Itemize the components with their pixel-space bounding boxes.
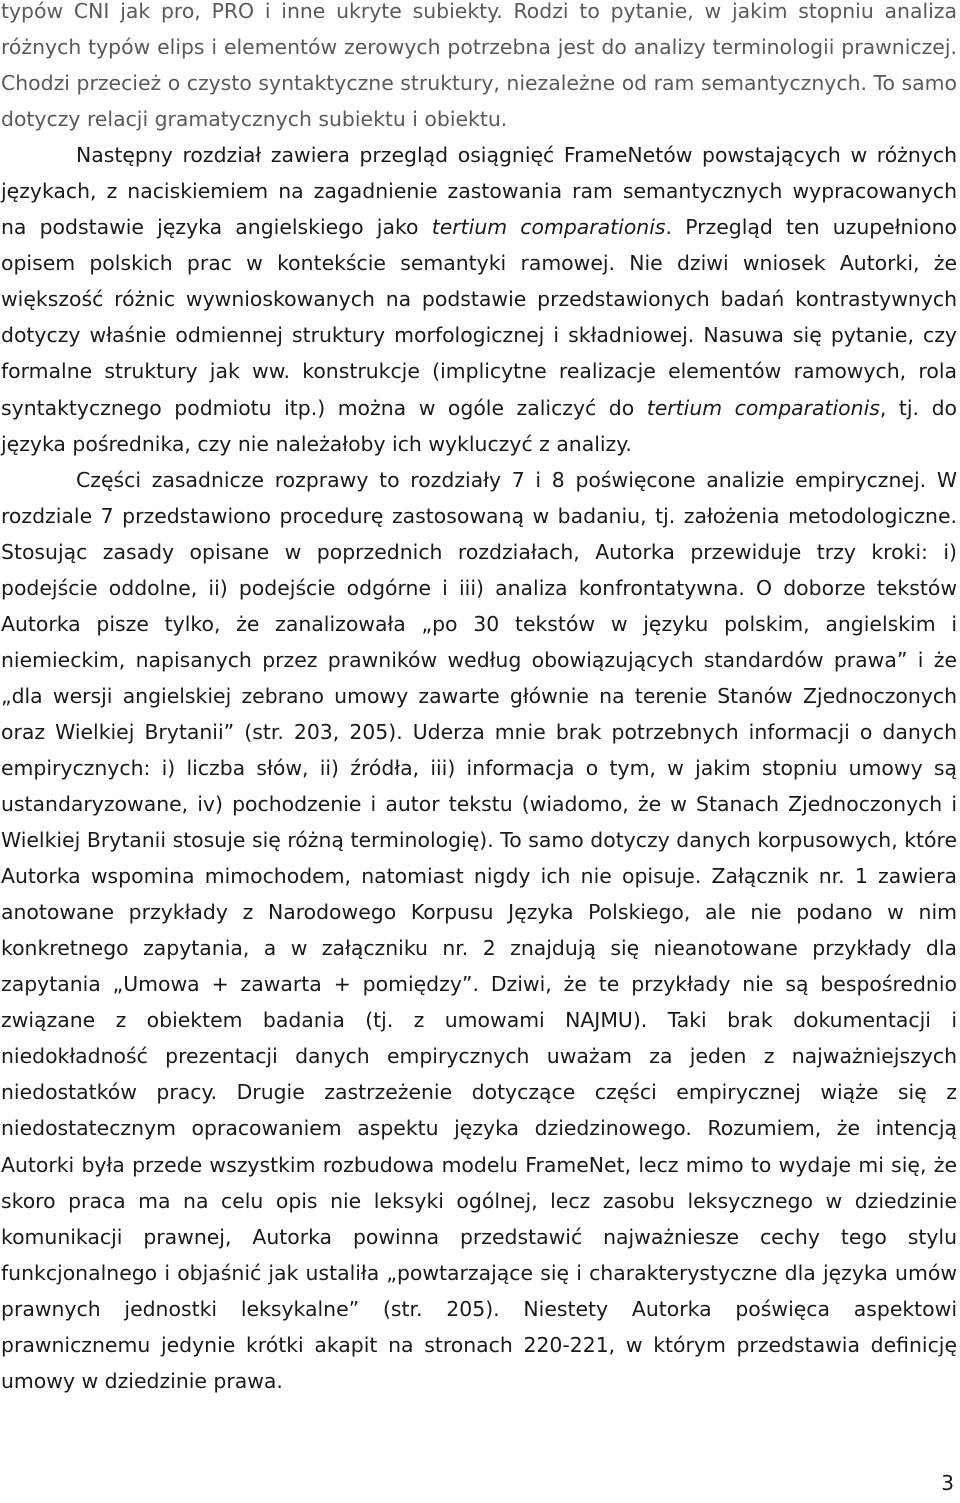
paragraph-2-italic-term-b: tertium comparationis <box>646 395 880 420</box>
document-page <box>1 0 957 1399</box>
paragraph-2-text-b: . Przegląd ten uzupełniono opisem polskich prac w kontekście semantyki ramowej. Nie dziwi wniosek Autorki, że większość różnic wywnioskowanych na podstawie przedstawionych badań kontrastywnych dotyczy właśnie odmiennej struktury morfologicznej i składniowej. Nasuwa się pytanie, czy formalne struktury jak ww. konstrukcje (implicytne realizacje elementów ramowych, rola syntaktycznego podmiotu itp.) można w ogóle zaliczyć do <box>1 215 957 420</box>
paragraph-1-text: typów CNI jak pro, PRO i inne ukryte subiekty. Rodzi to pytanie, w jakim stopniu analiza różnych typów elips i elementów zerowych potrzebna jest do analizy terminologii prawniczej. Chodzi przecież o czysto syntaktyczne struktury, niezależne od ram semantycznych. To samo dotyczy relacji gramatycznych subiektu i obiektu. <box>1 0 957 132</box>
paragraph-2-text-c: , tj. do języka pośrednika, czy nie należałoby ich wykluczyć z analizy. <box>1 395 957 456</box>
page-number: 3 <box>941 1471 954 1495</box>
paragraph-2 <box>1 137 957 461</box>
paragraph-2-text-a: Następny rozdział zawiera przegląd osiągnięć FrameNetów powstających w różnych językach, z naciskiemiem na zagadnienie zastowania ram semantycznych wypracowanych na podstawie języka angielskiego jako <box>1 143 957 240</box>
paragraph-3 <box>1 462 957 1399</box>
paragraph-1 <box>1 0 957 137</box>
paragraph-3-text: Części zasadnicze rozprawy to rozdziały 7 i 8 poświęcone analizie empirycznej. W rozdziale 7 przedstawiono procedurę zastosowaną w badaniu, tj. założenia metodologiczne. Stosując zasady opisane w poprzednich rozdziałach, Autorka przewiduje trzy kroki: i) podejście oddolne, ii) podejście odgórne i iii) analiza konfrontatywna. O doborze tekstów Autorka pisze tylko, że zanalizowała „po 30 tekstów w języku polskim, angielskim i niemieckim, napisanych przez prawników według obowiązujących standardów prawa” i że „dla wersji angielskiej zebrano umowy zawarte głównie na terenie Stanów Zjednoczonych oraz Wielkiej Brytanii” (str. 203, 205). Uderza mnie brak potrzebnych informacji o danych empirycznych: i) liczba słów, ii) źródła, iii) informacja o tym, w jakim stopniu umowy są ustandaryzowane, iv) pochodzenie i autor tekstu (wiadomo, że w Stanach Zjednoczonych i Wielkiej Brytanii stosuje się różną terminologię). To samo dotyczy danych korpusowych, które Autorka wspomina mimochodem, natomiast nigdy ich nie opisuje. Załącznik nr. 1 zawiera anotowane przykłady z Narodowego Korpusu Języka Polskiego, ale nie podano w nim konkretnego zapytania, a w załączniku nr. 2 znajdują się nieanotowane przykłady dla zapytania „Umowa + zawarta + pomiędzy”. Dziwi, że te przykłady nie są bespośrednio związane z obiektem badania (tj. z umowami NAJMU). Taki brak dokumentacji i niedokładność prezentacji danych empirycznych uważam za jeden z najważniejszych niedostatków pracy. Drugie zastrzeżenie dotyczące części empirycznej wiąże się z niedostatecznym opracowaniem aspektu języka dziedzinowego. Rozumiem, że intencją Autorki była przede wszystkim rozbudowa modelu FrameNet, lecz mimo to wydaje mi się, że skoro praca ma na celu opis nie leksyki ogólnej, lecz zasobu leksycznego w dziedzinie komunikacji prawnej, Autorka powinna przedstawić najważniesze cechy tego stylu funkcjonalnego i objaśnić jak ustaliła „powtarzające się i charakterystyczne dla języka umów prawnych jednostki leksykalne” (str. 205). Niestety Autorka poświęca aspektowi prawnicznemu jedynie krótki akapit na stronach 220-221, w którym przedstawia definicję umowy w dziedzinie prawa. <box>1 467 957 1393</box>
paragraph-2-italic-term-a: tertium comparationis <box>431 215 666 240</box>
